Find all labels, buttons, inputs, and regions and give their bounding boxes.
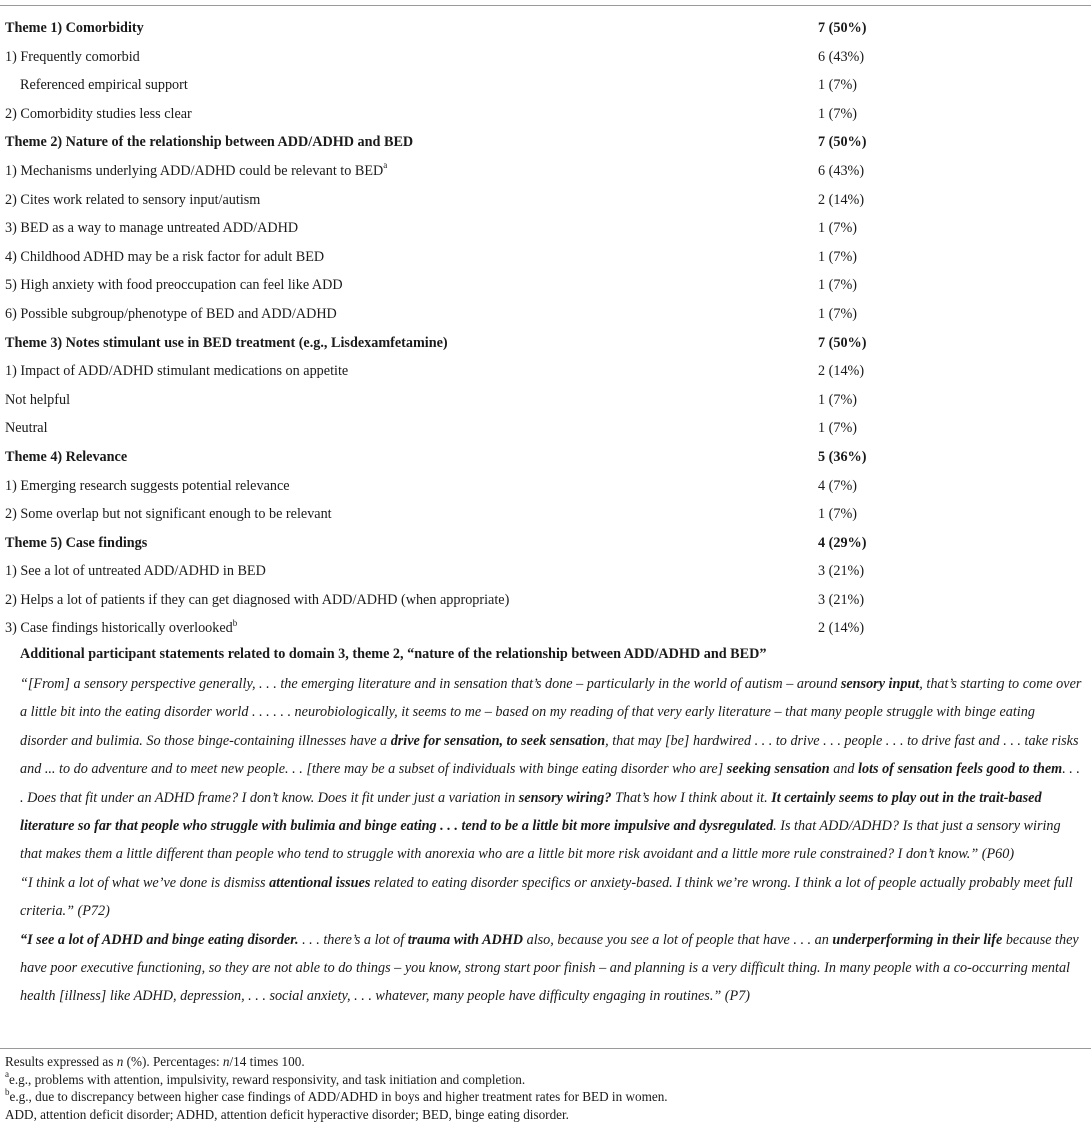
row-label: 6) Possible subgroup/phenotype of BED and ADD/ADHD xyxy=(5,305,337,322)
row-label: 3) BED as a way to manage untreated ADD/ADHD xyxy=(5,220,299,237)
themes-table-body xyxy=(0,14,1091,643)
row-label: Theme 4) Relevance xyxy=(5,448,128,465)
theme-row xyxy=(0,128,1091,157)
row-value: 7 (50%) xyxy=(818,20,867,36)
footnote-a: $^a$e.g., problems with attention, impulsivity, reward responsivity, and task initiation and completion. xyxy=(5,1069,526,1087)
results-note: Results expressed as n (%). Percentages: n/14 times 100. xyxy=(5,1054,305,1069)
row-value: 2 (14%) xyxy=(818,620,865,637)
footnote-b: $^b$e.g., due to discrepancy between higher case findings of ADD/ADHD in boys and higher treatment rates for BED in women. xyxy=(5,1086,668,1105)
table-row xyxy=(0,472,1091,501)
row-value: 4 (29%) xyxy=(818,534,867,551)
table-row xyxy=(0,214,1091,243)
table-row xyxy=(0,500,1091,529)
theme-row xyxy=(0,529,1091,558)
row-value: 1 (7%) xyxy=(818,305,858,322)
row-value: 7 (50%) xyxy=(818,134,867,151)
row-label: Theme 1) Comorbidity xyxy=(5,20,144,36)
row-label: 1) Emerging research suggests potential relevance xyxy=(5,477,290,494)
table-row xyxy=(0,186,1091,215)
row-value: 1 (7%) xyxy=(818,105,858,122)
row-label: 3) Case findings historically overlooked$^b$ xyxy=(5,617,238,637)
table-row xyxy=(0,614,1091,643)
table-row xyxy=(0,386,1091,415)
row-value: 1 (7%) xyxy=(818,420,858,437)
table-row xyxy=(0,586,1091,615)
row-value: 6 (43%) xyxy=(818,162,865,179)
participant-quote: “I see a lot of ADHD and binge eating disorder. . . . there’s a lot of trauma with ADHD also, because you see a lot of people that have . . . an underperforming in their life because they have poor executive functioning, so they are not able to do things – you know, strong start poor finish – and planning is a very difficult thing. In many people with a co-occurring mental health [illness] like ADHD, depression, . . . social anxiety, . . . whatever, many people have difficulty engaging in routines.” (P7) xyxy=(20,931,1079,1005)
row-label: 4) Childhood ADHD may be a risk factor for adult BED xyxy=(5,248,325,265)
table-row xyxy=(0,357,1091,386)
row-value: 3 (21%) xyxy=(818,563,865,580)
participant-quote: “I think a lot of what we’ve done is dismiss attentional issues related to eating disorder specifics or anxiety-based. I think we’re wrong. I think a lot of people actually probably meet full criteria.” (P72) xyxy=(20,874,1073,920)
row-label: 5) High anxiety with food preoccupation can feel like ADD xyxy=(5,277,343,294)
row-label: 2) Helps a lot of patients if they can get diagnosed with ADD/ADHD (when appropriate) xyxy=(5,591,510,608)
row-label: Neutral xyxy=(5,420,48,437)
row-value: 7 (50%) xyxy=(818,334,867,351)
row-value: 1 (7%) xyxy=(818,248,858,265)
row-value: 1 (7%) xyxy=(818,77,858,94)
row-label: Theme 2) Nature of the relationship between ADD/ADHD and BED xyxy=(5,134,414,151)
row-value: 2 (14%) xyxy=(818,191,865,208)
table-row xyxy=(0,557,1091,586)
table-row xyxy=(0,71,1091,100)
table-footnotes xyxy=(5,1053,1085,1123)
top-rule xyxy=(0,5,1091,6)
table-row xyxy=(0,243,1091,272)
theme-row xyxy=(0,14,1091,43)
statements-list xyxy=(20,670,1082,1011)
row-label: Theme 5) Case findings xyxy=(5,534,148,551)
bottom-rule xyxy=(0,1048,1091,1049)
row-value: 1 (7%) xyxy=(818,391,858,408)
row-label: 2) Cites work related to sensory input/autism xyxy=(5,191,261,208)
footnote-mark: a xyxy=(383,160,388,171)
row-value: 1 (7%) xyxy=(818,277,858,294)
table-row xyxy=(0,43,1091,72)
row-value: 6 (43%) xyxy=(818,48,865,65)
footnote-mark: b xyxy=(232,617,238,628)
row-value: 1 (7%) xyxy=(818,220,858,237)
table-row xyxy=(0,157,1091,186)
row-label: 2) Some overlap but not significant enough to be relevant xyxy=(5,506,332,523)
themes-table xyxy=(0,14,1091,643)
participant-quote: “[From] a sensory perspective generally, . . . the emerging literature and in sensation that’s done – particularly in the world of autism – around sensory input, that’s starting to come over a little bit into the eating disorder world . . . . . . neurobiologically, it seems to me – based on my reading of that very early literature – that many people struggle with binge eating disorder and bulimia. So those binge-containing illnesses have a drive for sensation, to seek sensation, that may [be] hardwired . . . to drive . . . people . . . to drive fast and . . . take risks and ... to do adventure and to meet new people. . . [there may be a subset of individuals with binge eating disorder who are] seeking sensation and lots of sensation feels good to them. . . . Does that fit under an ADHD frame? I don’t know. Does it fit under just a variation in sensory wiring? That’s how I think about it. It certainly seems to play out in the trait-based literature so far that people who struggle with bulimia and binge eating . . . tend to be a little bit more impulsive and dysregulated. Is that ADD/ADHD? Is that just a sensory wiring that makes them a little different than people who tend to struggle with anorexia who are a little bit more risk avoidant and a little more rule constrained? I don’t know.” (P60) xyxy=(20,676,1082,863)
row-label: 2) Comorbidity studies less clear xyxy=(5,105,192,122)
table-row xyxy=(0,271,1091,300)
row-label: Referenced empirical support xyxy=(20,77,188,94)
row-label: 1) Frequently comorbid xyxy=(5,48,140,65)
theme-row xyxy=(0,329,1091,358)
table-row xyxy=(0,300,1091,329)
row-label: 1) See a lot of untreated ADD/ADHD in BED xyxy=(5,563,266,580)
row-label: Not helpful xyxy=(5,391,71,408)
theme-row xyxy=(0,443,1091,472)
table-row xyxy=(0,414,1091,443)
row-label: 1) Mechanisms underlying ADD/ADHD could be relevant to BED$^a$ xyxy=(5,160,388,179)
row-value: 3 (21%) xyxy=(818,591,865,608)
row-value: 4 (7%) xyxy=(818,477,858,494)
row-value: 5 (36%) xyxy=(818,448,867,465)
row-value: 2 (14%) xyxy=(818,363,865,380)
statements-heading: Additional participant statements related to domain 3, theme 2, “nature of the relationship between ADD/ADHD and BED” xyxy=(20,646,767,662)
row-label: Theme 3) Notes stimulant use in BED treatment (e.g., Lisdexamfetamine) xyxy=(5,334,448,351)
row-label: 1) Impact of ADD/ADHD stimulant medications on appetite xyxy=(5,363,349,380)
abbreviations-note: ADD, attention deficit disorder; ADHD, attention deficit hyperactive disorder; BED, binge eating disorder. xyxy=(5,1106,569,1122)
row-value: 1 (7%) xyxy=(818,506,858,523)
table-row xyxy=(0,100,1091,129)
participant-statements xyxy=(20,642,1082,1011)
